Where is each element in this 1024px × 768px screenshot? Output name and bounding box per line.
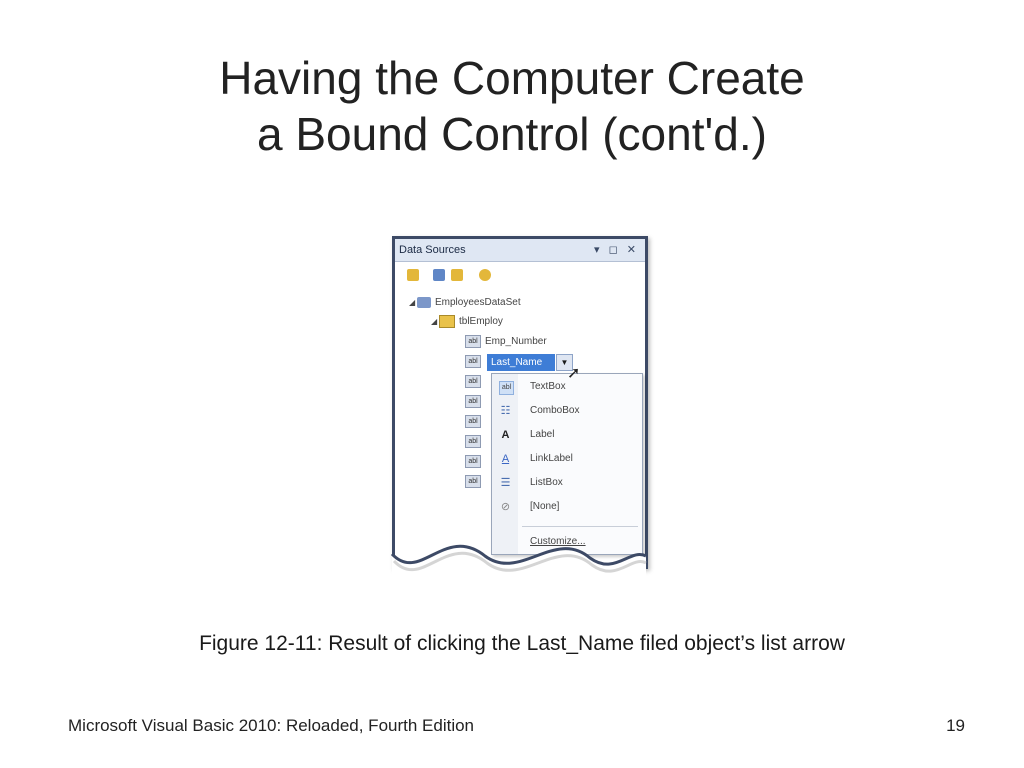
mouse-pointer-icon: ➚ <box>567 365 581 382</box>
refresh-icon[interactable] <box>479 269 491 281</box>
panel-title: Data Sources <box>399 244 466 256</box>
slide-title-line-2: a Bound Control (cont'd.) <box>257 108 767 160</box>
textbox-field-icon: abl <box>465 395 481 408</box>
list-arrow-button[interactable]: ▼ <box>556 354 573 371</box>
tree-node-field[interactable] <box>465 474 485 490</box>
tree-node-field[interactable] <box>465 334 547 350</box>
page-number: 19 <box>946 716 965 735</box>
panel-toolbar <box>395 262 645 288</box>
textbox-field-icon: abl <box>465 435 481 448</box>
tree-node-field[interactable] <box>465 414 485 430</box>
edit-dataset-icon[interactable] <box>433 269 445 281</box>
textbox-field-icon: abl <box>465 355 481 368</box>
torn-edge-decoration <box>390 534 648 606</box>
textbox-field-icon: abl <box>465 475 481 488</box>
field-label: Emp_Number <box>485 336 547 347</box>
footer-text: Microsoft Visual Basic 2010: Reloaded, Fourth Edition <box>68 716 475 735</box>
menu-item-label[interactable] <box>492 424 642 446</box>
add-data-source-icon[interactable] <box>407 269 419 281</box>
textbox-icon: abl <box>499 381 514 395</box>
listbox-icon: ☰ <box>500 477 511 489</box>
tree-node-field[interactable] <box>465 454 485 470</box>
menu-item-label: ListBox <box>530 477 563 488</box>
panel-window-controls[interactable]: ▾ ◻ ✕ <box>594 244 639 256</box>
control-type-dropdown <box>491 373 643 555</box>
menu-item-listbox[interactable] <box>492 472 642 494</box>
tree-node-table[interactable] <box>431 314 503 330</box>
none-icon: ⊘ <box>500 501 511 513</box>
textbox-field-icon: abl <box>465 455 481 468</box>
table-label: tblEmploy <box>459 316 503 327</box>
tree-node-dataset[interactable] <box>409 295 521 311</box>
menu-item-none[interactable] <box>492 496 642 518</box>
menu-separator <box>522 526 638 527</box>
slide-title-line-1: Having the Computer Create <box>219 52 805 104</box>
linklabel-icon: A <box>501 453 510 465</box>
last-name-field-selected[interactable]: Last_Name <box>487 354 555 371</box>
menu-item-label: TextBox <box>530 381 566 392</box>
menu-item-linklabel[interactable] <box>492 448 642 470</box>
data-sources-figure <box>390 234 648 606</box>
menu-item-label: [None] <box>530 501 560 512</box>
table-icon <box>439 315 455 328</box>
dataset-icon <box>417 297 431 308</box>
tree-node-field[interactable] <box>465 354 485 370</box>
menu-item-label-text: Label <box>530 429 555 440</box>
configure-icon[interactable] <box>451 269 463 281</box>
slide-title <box>0 50 1024 162</box>
combobox-icon: ☷ <box>500 405 511 417</box>
label-icon: A <box>501 429 510 441</box>
collapse-arrow-icon[interactable]: ◢ <box>409 298 416 307</box>
menu-item-combobox[interactable] <box>492 400 642 422</box>
menu-item-label: LinkLabel <box>530 453 573 464</box>
menu-item-label: ComboBox <box>530 405 580 416</box>
tree-node-field[interactable] <box>465 394 485 410</box>
textbox-field-icon: abl <box>465 415 481 428</box>
panel-title-bar <box>395 239 645 262</box>
textbox-field-icon: abl <box>465 375 481 388</box>
data-sources-panel <box>392 236 648 569</box>
menu-item-label: Customize... <box>530 536 586 547</box>
collapse-arrow-icon[interactable]: ◢ <box>431 317 438 326</box>
tree-node-field[interactable] <box>465 374 485 390</box>
textbox-field-icon: abl <box>465 335 481 348</box>
figure-caption: Figure 12-11: Result of clicking the Last_Name filed object’s list arrow <box>199 632 845 655</box>
tree-node-field[interactable] <box>465 434 485 450</box>
dataset-label: EmployeesDataSet <box>435 297 521 308</box>
